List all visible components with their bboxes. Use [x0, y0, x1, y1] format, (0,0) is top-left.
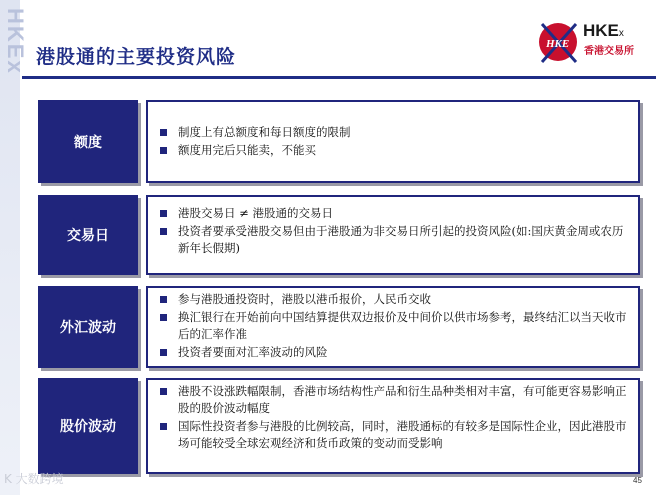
list-item-text: 参与港股通投资时，港股以港币报价，人民币交收 [178, 292, 431, 306]
bullet-square-icon [160, 423, 167, 430]
risk-content [146, 195, 640, 275]
list-item-text: 投资者要承受港股交易但由于港股通为非交易日所引起的投资风险(如:国庆黄金周或农历新年长假期) [178, 224, 624, 255]
list-item-text: 投资者要面对汇率波动的风险 [178, 345, 328, 359]
bullet-square-icon [160, 228, 167, 235]
page-title: 港股通的主要投资风险 [36, 46, 237, 68]
risk-content [146, 378, 640, 474]
bullet-square-icon [160, 210, 167, 217]
list-item [158, 383, 630, 417]
risk-label: 股价波动 [38, 378, 138, 474]
list-item [158, 124, 630, 141]
list-item [158, 142, 630, 159]
title-divider [22, 76, 656, 79]
bullet-square-icon [160, 314, 167, 321]
list-item-text: 港股不设涨跌幅限制，香港市场结构性产品和衍生品种类相对丰富，有可能更容易影响正股的股价波动幅度 [178, 384, 627, 415]
list-item [158, 309, 630, 343]
bullet-square-icon [160, 388, 167, 395]
list-item [158, 291, 630, 308]
list-item [158, 223, 630, 257]
bullet-square-icon [160, 349, 167, 356]
bullet-square-icon [160, 147, 167, 154]
bullet-square-icon [160, 129, 167, 136]
logo-name-main: HKE [583, 21, 619, 40]
list-item-text: 港股交易日 ≠ 港股通的交易日 [178, 206, 333, 220]
list-item-text: 国际性投资者参与港股的比例较高，同时，港股通标的有较多是国际性企业，因此港股市场可能较受全球宏观经济和货币政策的变动而受影响 [178, 419, 627, 450]
risk-content [146, 100, 640, 183]
risk-label: 外汇波动 [38, 286, 138, 368]
watermark: K 大数跨境 [4, 472, 64, 486]
list-item-text: 换汇银行在开始前向中国结算提供双边报价及中间价以供市场参考，最终结汇以当天收市后的汇率作准 [178, 310, 627, 341]
list-item-text: 制度上有总额度和每日额度的限制 [178, 125, 351, 139]
logo-badge-text: HKE [546, 38, 570, 50]
list-item [158, 418, 630, 452]
logo-name-suffix: x [618, 28, 624, 39]
side-strip-logo-text: HKEx [3, 8, 28, 75]
risk-label: 额度 [38, 100, 138, 183]
risk-label: 交易日 [38, 195, 138, 275]
side-strip [0, 0, 28, 495]
list-item [158, 344, 630, 361]
bullet-square-icon [160, 296, 167, 303]
logo-name [583, 21, 624, 41]
list-item [158, 205, 630, 222]
page-number: 45 [633, 476, 642, 485]
list-item-text: 额度用完后只能卖，不能买 [178, 143, 316, 157]
risk-content [146, 286, 640, 368]
logo-subtitle: 香港交易所 [584, 46, 634, 57]
